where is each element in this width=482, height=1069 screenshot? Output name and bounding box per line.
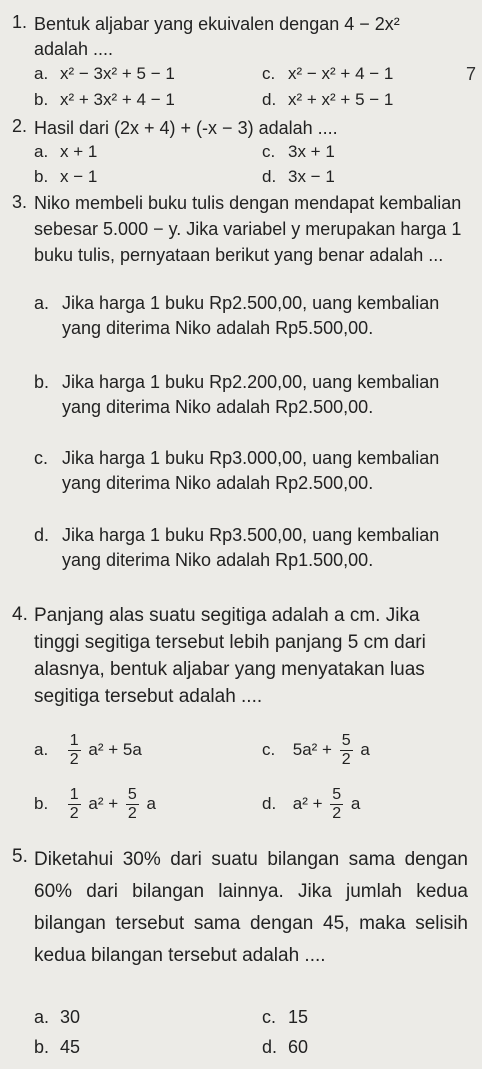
option-c: c. 5a² + $\frac{5}{2}$ a: [262, 732, 370, 768]
option-b: b. x² + 3x² + 4 − 1: [34, 90, 175, 109]
option-a: a. x + 1: [34, 142, 98, 161]
option-c: c. 3x + 1: [262, 142, 335, 161]
option-a: a. $\frac{1}{2}$ a² + 5a: [34, 732, 142, 768]
question-number: 5.: [12, 846, 28, 867]
option-d: d. a² + $\frac{5}{2}$ a: [262, 786, 361, 822]
option-d: d. 3x − 1: [262, 167, 335, 186]
option-a-label: a.: [34, 293, 50, 313]
fraction: $\frac{1}{2}$: [69, 786, 79, 822]
question-number: 2.: [12, 116, 28, 136]
question-text: Hasil dari (2x + 4) + (-x − 3) adalah ....: [34, 118, 338, 138]
option-c: c. 15: [262, 1007, 309, 1027]
option-c: Jika harga 1 buku Rp3.000,00, uang kembalian yang diterima Niko adalah Rp2.500,00.: [62, 448, 440, 493]
question-number: 4.: [12, 604, 28, 625]
margin-mark: 7: [466, 64, 477, 84]
option-b: b. x − 1: [34, 167, 98, 186]
question-text: Diketahui 30% dari suatu bilangan sama dengan 60% dari bilangan lainnya. Jika jumlah kedua bilangan tersebut sama dengan 45, maka selisih kedua bilangan tersebut adalah ....: [34, 849, 468, 966]
option-d: d. x² + x² + 5 − 1: [262, 90, 394, 109]
option-a: Jika harga 1 buku Rp2.500,00, uang kembalian yang diterima Niko adalah Rp5.500,00.: [62, 293, 440, 338]
option-c: c. x² − x² + 4 − 1: [262, 64, 394, 83]
fraction: $\frac{5}{2}$: [341, 732, 351, 768]
fraction: $\frac{1}{2}$: [69, 732, 79, 768]
fraction: $\frac{5}{2}$: [127, 786, 137, 822]
option-b: b. 45: [34, 1037, 81, 1057]
question-number: 3.: [12, 192, 28, 212]
option-b-label: b.: [34, 372, 50, 392]
option-a: a. 30: [34, 1007, 81, 1027]
option-d-label: d.: [34, 525, 50, 545]
option-b: b. $\frac{1}{2}$ a² + $\frac{5}{2}$ a: [34, 786, 156, 822]
question-text: Niko membeli buku tulis dengan mendapat kembalian sebesar 5.000 − y. Jika variabel y merupakan harga 1 buku tulis, pernyataan berikut yang benar adalah ...: [34, 193, 462, 265]
option-d: d. 60: [262, 1037, 309, 1057]
option-a: a. x² − 3x² + 5 − 1: [34, 64, 175, 83]
option-d: Jika harga 1 buku Rp3.500,00, uang kembalian yang diterima Niko adalah Rp1.500,00.: [62, 525, 440, 570]
question-text: Bentuk aljabar yang ekuivalen dengan 4 − 2x² adalah ....: [34, 14, 400, 59]
question-number: 1.: [12, 12, 28, 32]
question-text: Panjang alas suatu segitiga adalah a cm. Jika tinggi segitiga tersebut lebih panjang 5 cm dari alasnya, bentuk aljabar yang menyatakan luas segitiga tersebut adalah ....: [34, 605, 426, 707]
option-b: Jika harga 1 buku Rp2.200,00, uang kembalian yang diterima Niko adalah Rp2.500,00.: [62, 372, 440, 417]
option-c-label: c.: [34, 448, 49, 468]
fraction: $\frac{5}{2}$: [332, 786, 342, 822]
